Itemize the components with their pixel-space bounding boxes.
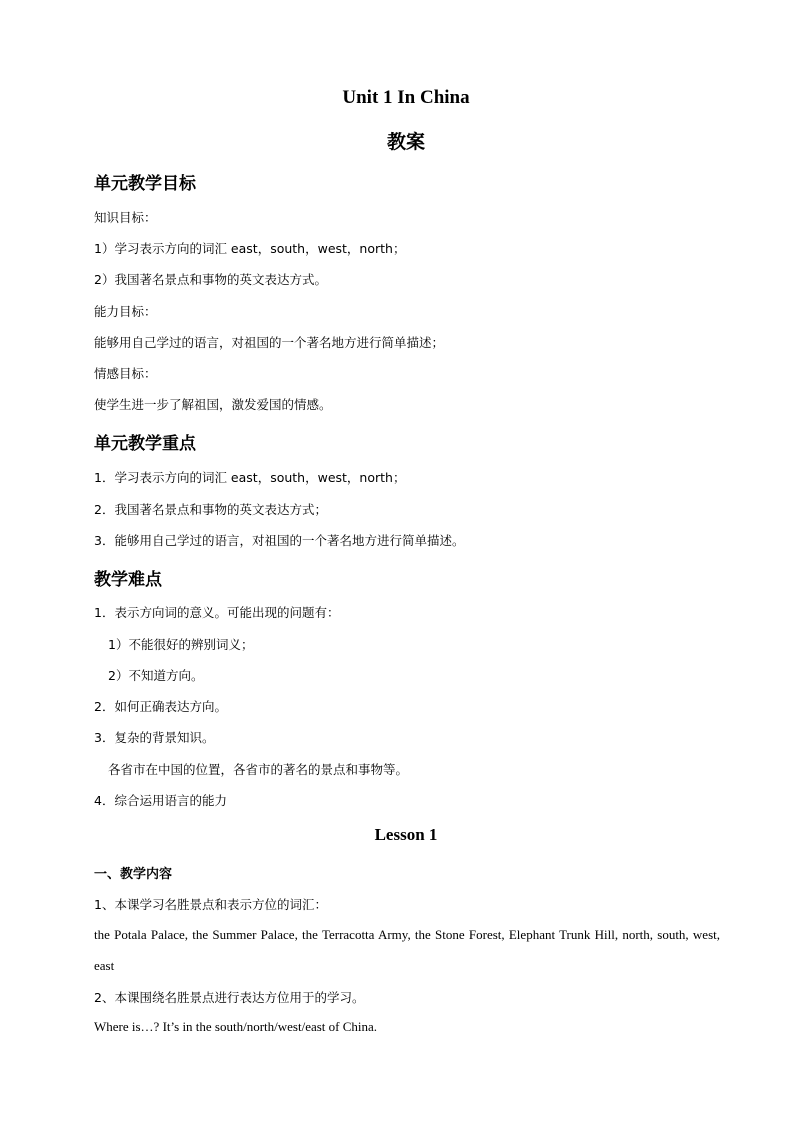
goals-line: 能够用自己学过的语言，对祖国的一个著名地方进行简单描述； xyxy=(94,335,445,350)
goals-line: 1）学习表示方向的词汇 east，south，west，north； xyxy=(94,241,406,256)
lesson-item-1: 1、本课学习名胜景点和表示方位的词汇： xyxy=(94,897,327,912)
document-title: Unit 1 In China xyxy=(342,87,470,108)
difficulties-line: 3．复杂的背景知识。 xyxy=(94,730,215,745)
difficulties-line: 2．如何正确表达方向。 xyxy=(94,699,227,714)
lesson-vocabulary: the Potala Palace, the Summer Palace, the Terracotta Army, the Stone Forest, Elephant Trunk Hill, north, south, west, east xyxy=(94,927,720,973)
key-points-line: 3．能够用自己学过的语言，对祖国的一个著名地方进行简单描述。 xyxy=(94,533,465,548)
key-points-line: 1．学习表示方向的词汇 east，south，west，north； xyxy=(94,470,406,485)
lesson-sentence-pattern: Where is…? It’s in the south/north/west/east of China. xyxy=(94,1019,378,1034)
document-subtitle: 教案 xyxy=(386,131,425,153)
goals-line: 知识目标： xyxy=(94,210,157,225)
lesson-subheading: 一、教学内容 xyxy=(94,867,173,882)
difficulties-line: 1．表示方向词的意义。可能出现的问题有： xyxy=(94,605,340,620)
difficulties-line: 4．综合运用语言的能力 xyxy=(94,793,227,808)
section-heading-key-points: 单元教学重点 xyxy=(94,434,196,454)
goals-line: 能力目标： xyxy=(94,304,157,319)
lesson-item-2: 2、本课围绕名胜景点进行表达方位用于的学习。 xyxy=(94,990,365,1005)
section-heading-goals: 单元教学目标 xyxy=(94,174,196,194)
lesson-title: Lesson 1 xyxy=(374,825,438,844)
difficulties-line: 1）不能很好的辨别词义； xyxy=(108,637,254,652)
goals-line: 使学生进一步了解祖国，激发爱国的情感。 xyxy=(94,397,332,412)
key-points-line: 2．我国著名景点和事物的英文表达方式； xyxy=(94,502,327,517)
goals-line: 情感目标： xyxy=(94,366,157,381)
goals-line: 2）我国著名景点和事物的英文表达方式。 xyxy=(94,272,327,287)
section-heading-difficulties: 教学难点 xyxy=(94,570,162,590)
difficulties-line: 各省市在中国的位置，各省市的著名的景点和事物等。 xyxy=(108,762,409,777)
difficulties-line: 2）不知道方向。 xyxy=(108,668,204,683)
